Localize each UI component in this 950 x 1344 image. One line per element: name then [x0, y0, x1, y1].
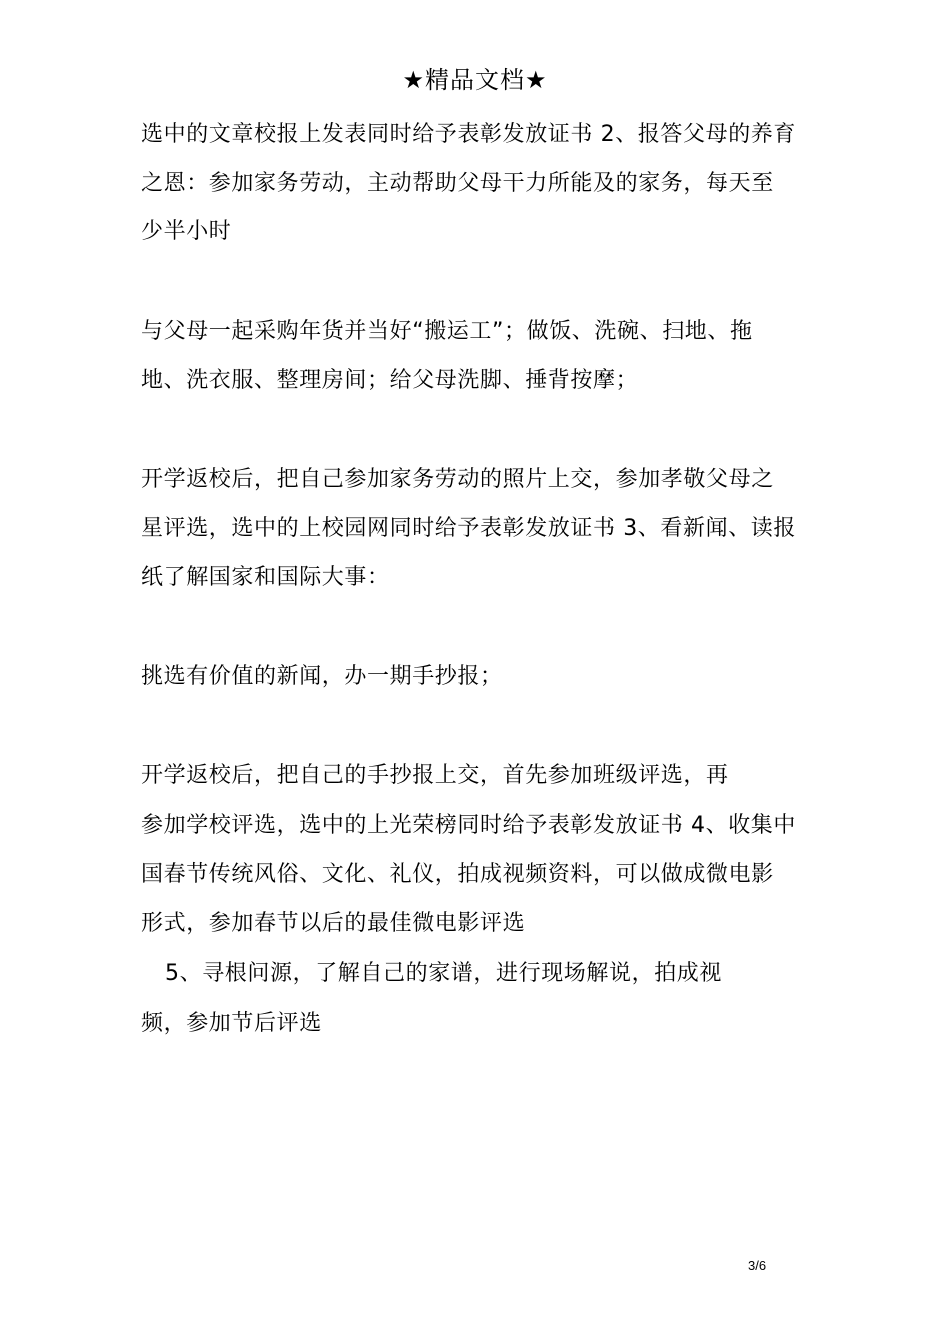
body-line: 频，参加节后评选: [141, 1011, 322, 1036]
body-line: 5、寻根问源，了解自己的家谱，进行现场解说，拍成视: [165, 961, 722, 986]
body-line: 地、洗衣服、整理房间；给父母洗脚、捶背按摩；: [141, 368, 639, 393]
page-number: 3/6: [748, 1258, 767, 1273]
body-line: 少半小时: [141, 219, 232, 244]
body-line: 开学返校后，把自己的手抄报上交，首先参加班级评选，再: [141, 763, 729, 788]
body-line: 形式，参加春节以后的最佳微电影评选: [141, 911, 526, 936]
body-line: 开学返校后，把自己参加家务劳动的照片上交，参加孝敬父母之: [141, 467, 774, 492]
page-header-title: ★精品文档★: [402, 66, 548, 94]
body-line: 与父母一起采购年货并当好“搬运工”；做饭、洗碗、扫地、拖: [141, 319, 753, 344]
body-line: 参加学校评选，选中的上光荣榜同时给予表彰发放证书 4、收集中: [141, 813, 796, 838]
body-line: 之恩：参加家务劳动，主动帮助父母干力所能及的家务，每天至: [141, 171, 774, 196]
body-line: 挑选有价值的新闻，办一期手抄报；: [141, 664, 503, 689]
body-line: 选中的文章校报上发表同时给予表彰发放证书 2、报答父母的养育: [141, 122, 796, 147]
body-line: 纸了解国家和国际大事：: [141, 565, 390, 590]
body-line: 国春节传统风俗、文化、礼仪，拍成视频资料，可以做成微电影: [141, 862, 774, 887]
body-line: 星评选，选中的上校园网同时给予表彰发放证书 3、看新闻、读报: [141, 516, 796, 541]
